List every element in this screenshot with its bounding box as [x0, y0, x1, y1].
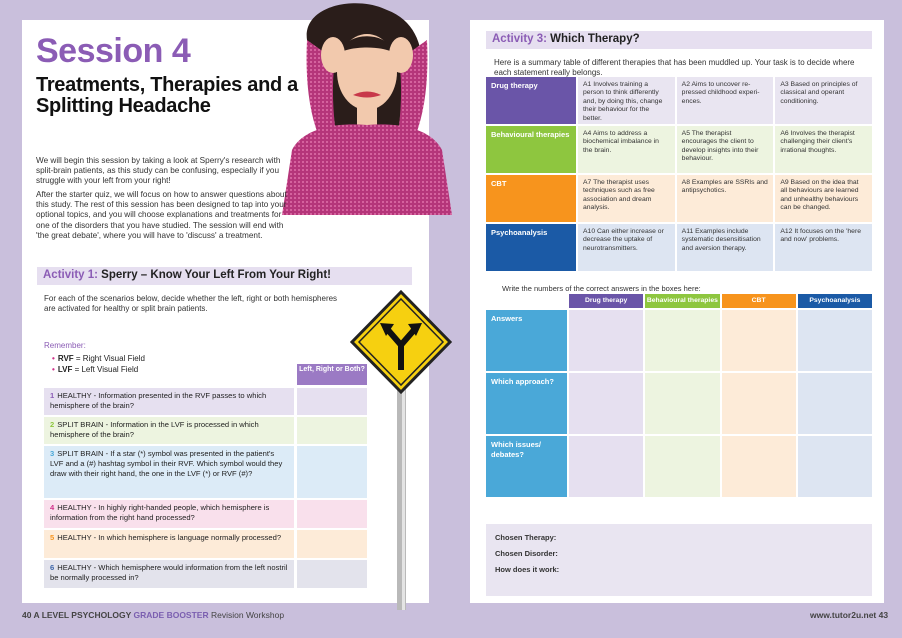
chosen-therapy-box[interactable] [486, 524, 872, 596]
activity-1-instructions: For each of the scenarios below, decide whether the left, right or both hemispheres are activated for healthy or split brain patients. [44, 294, 338, 313]
statement-cell: A8 Examples are SSRIs and antipsychotics. [677, 175, 774, 222]
intro-paragraph-2: After the starter quiz, we will focus on how to answer questions about this study. The rest of this session has been designed to tap into your optional topics, and you will choose explanations and treatments for one of the disorders that you have studied. The session will end with 'the great debate', where you will have to 'discuss' a treatment. [36, 190, 287, 240]
answer-row-label: Which approach? [486, 373, 567, 434]
remember-label: Remember: [44, 341, 86, 350]
activity-1-title: Sperry – Know Your Left From Your Right! [101, 269, 331, 281]
question-row: 3 SPLIT BRAIN - If a star (*) symbol was presented in the patient's LVF and a (#) hashtag symbol in their RVF. Which symbol would they draw with their right hand, the one in the LVF (*) or RVF (#)? [44, 446, 367, 498]
statement-cell: A4 Aims to address a biochemical imbalance in the brain. [578, 126, 675, 173]
answer-cell[interactable] [722, 436, 796, 497]
answer-grid [486, 294, 872, 497]
therapy-label: Psychoanalysis [486, 224, 576, 271]
rvf-key: • RVF = Right Visual Field [52, 354, 145, 363]
answer-row [486, 310, 872, 371]
question-row: 4 HEALTHY - In highly right-handed people, which hemisphere is information from the right hand processed? [44, 500, 367, 528]
statement-cell: A3 Based on principles of classical and operant conditioning. [775, 77, 872, 124]
activity-3-heading [486, 31, 872, 49]
question-row: 6 HEALTHY - Which hemisphere would information from the left nostril be normally processed in? [44, 560, 367, 588]
answer-row-label: Answers [486, 310, 567, 371]
left-footer: 40 A LEVEL PSYCHOLOGY GRADE BOOSTER Revision Workshop [22, 610, 285, 620]
statement-cell: A11 Examples include systematic desensitisation and aversion therapy. [677, 224, 774, 271]
question-row: 5 HEALTHY - In which hemisphere is language normally processed? [44, 530, 367, 558]
statement-cell: A7 The therapist uses techniques such as free association and dream analysis. [578, 175, 675, 222]
therapy-label: CBT [486, 175, 576, 222]
visual-field-key [52, 353, 145, 375]
therapy-row [486, 224, 872, 271]
therapy-label: Drug therapy [486, 77, 576, 124]
answer-column-header: Drug therapy [569, 294, 643, 308]
right-page [470, 20, 884, 603]
answer-cell[interactable] [645, 373, 719, 434]
right-footer: www.tutor2u.net 43 [810, 610, 889, 620]
activity-3-number: Activity 3: [492, 33, 547, 45]
question-row: 1 HEALTHY - Information presented in the RVF passes to which hemisphere of the brain? [44, 388, 367, 415]
split-road-sign-illustration [350, 290, 452, 615]
answer-cell[interactable] [569, 436, 643, 497]
answer-cell[interactable] [569, 373, 643, 434]
activity-1-number: Activity 1: [43, 269, 98, 281]
answer-row [486, 373, 872, 434]
statement-cell: A10 Can either increase or decrease the uptake of neurotransmitters. [578, 224, 675, 271]
answer-column-header: Psychoanalysis [798, 294, 872, 308]
answer-cell[interactable] [722, 373, 796, 434]
answer-cell[interactable] [798, 310, 872, 371]
answer-row-label: Which issues/ debates? [486, 436, 567, 497]
answer-cell[interactable] [798, 373, 872, 434]
therapy-row [486, 126, 872, 173]
statement-cell: A12 It focuses on the 'here and now' problems. [775, 224, 872, 271]
answer-cell[interactable] [645, 310, 719, 371]
statement-cell: A9 Based on the idea that all behaviours are learned and unhealthy behaviours can be changed. [775, 175, 872, 222]
headache-woman-illustration [277, 0, 452, 215]
therapy-label: Behavioural therapies [486, 126, 576, 173]
session-subtitle: Treatments, Therapies and a Splitting Headache [36, 74, 298, 117]
answer-cell[interactable] [645, 436, 719, 497]
lvf-key: • LVF = Left Visual Field [52, 365, 139, 374]
left-page [22, 20, 429, 603]
question-row: 2 SPLIT BRAIN - Information in the LVF is processed in which hemisphere of the brain? [44, 417, 367, 444]
answer-cell[interactable] [722, 310, 796, 371]
answer-cell[interactable] [569, 310, 643, 371]
session-title: Session 4 [36, 32, 191, 70]
how-does-it-work-label: How does it work: [495, 565, 560, 574]
statement-cell: A5 The therapist encourages the client to develop insights into their behaviour. [677, 126, 774, 173]
answer-cell[interactable] [798, 436, 872, 497]
therapy-summary-table [486, 77, 872, 273]
answer-column-header: Behavioural therapies [645, 294, 719, 308]
chosen-therapy-label: Chosen Therapy: [495, 533, 557, 542]
activity-1-heading [37, 267, 412, 285]
statement-cell: A2 Aims to uncover re-pressed childhood experi-ences. [677, 77, 774, 124]
answer-row [486, 436, 872, 497]
activity-3-instructions: Here is a summary table of different therapies that has been muddled up. Your task is to decide where each statement really belongs. [494, 58, 855, 77]
left-right-both-header: Left, Right or Both? [297, 364, 367, 385]
therapy-row [486, 77, 872, 124]
statement-cell: A1 Involves training a person to think differently and, by doing this, change their behaviour for the better. [578, 77, 675, 124]
chosen-disorder-label: Chosen Disorder: [495, 549, 558, 558]
statement-cell: A6 Involves the therapist challenging their client's irrational thoughts. [775, 126, 872, 173]
activity-3-title: Which Therapy? [550, 33, 640, 45]
answer-instructions: Write the numbers of the correct answers in the boxes here: [502, 284, 701, 293]
therapy-row [486, 175, 872, 222]
answer-column-header: CBT [722, 294, 796, 308]
intro-paragraph-1: We will begin this session by taking a look at Sperry's research with split-brain patients, as this study can be confusing, especially if you struggle with your left from your right! [36, 156, 281, 186]
